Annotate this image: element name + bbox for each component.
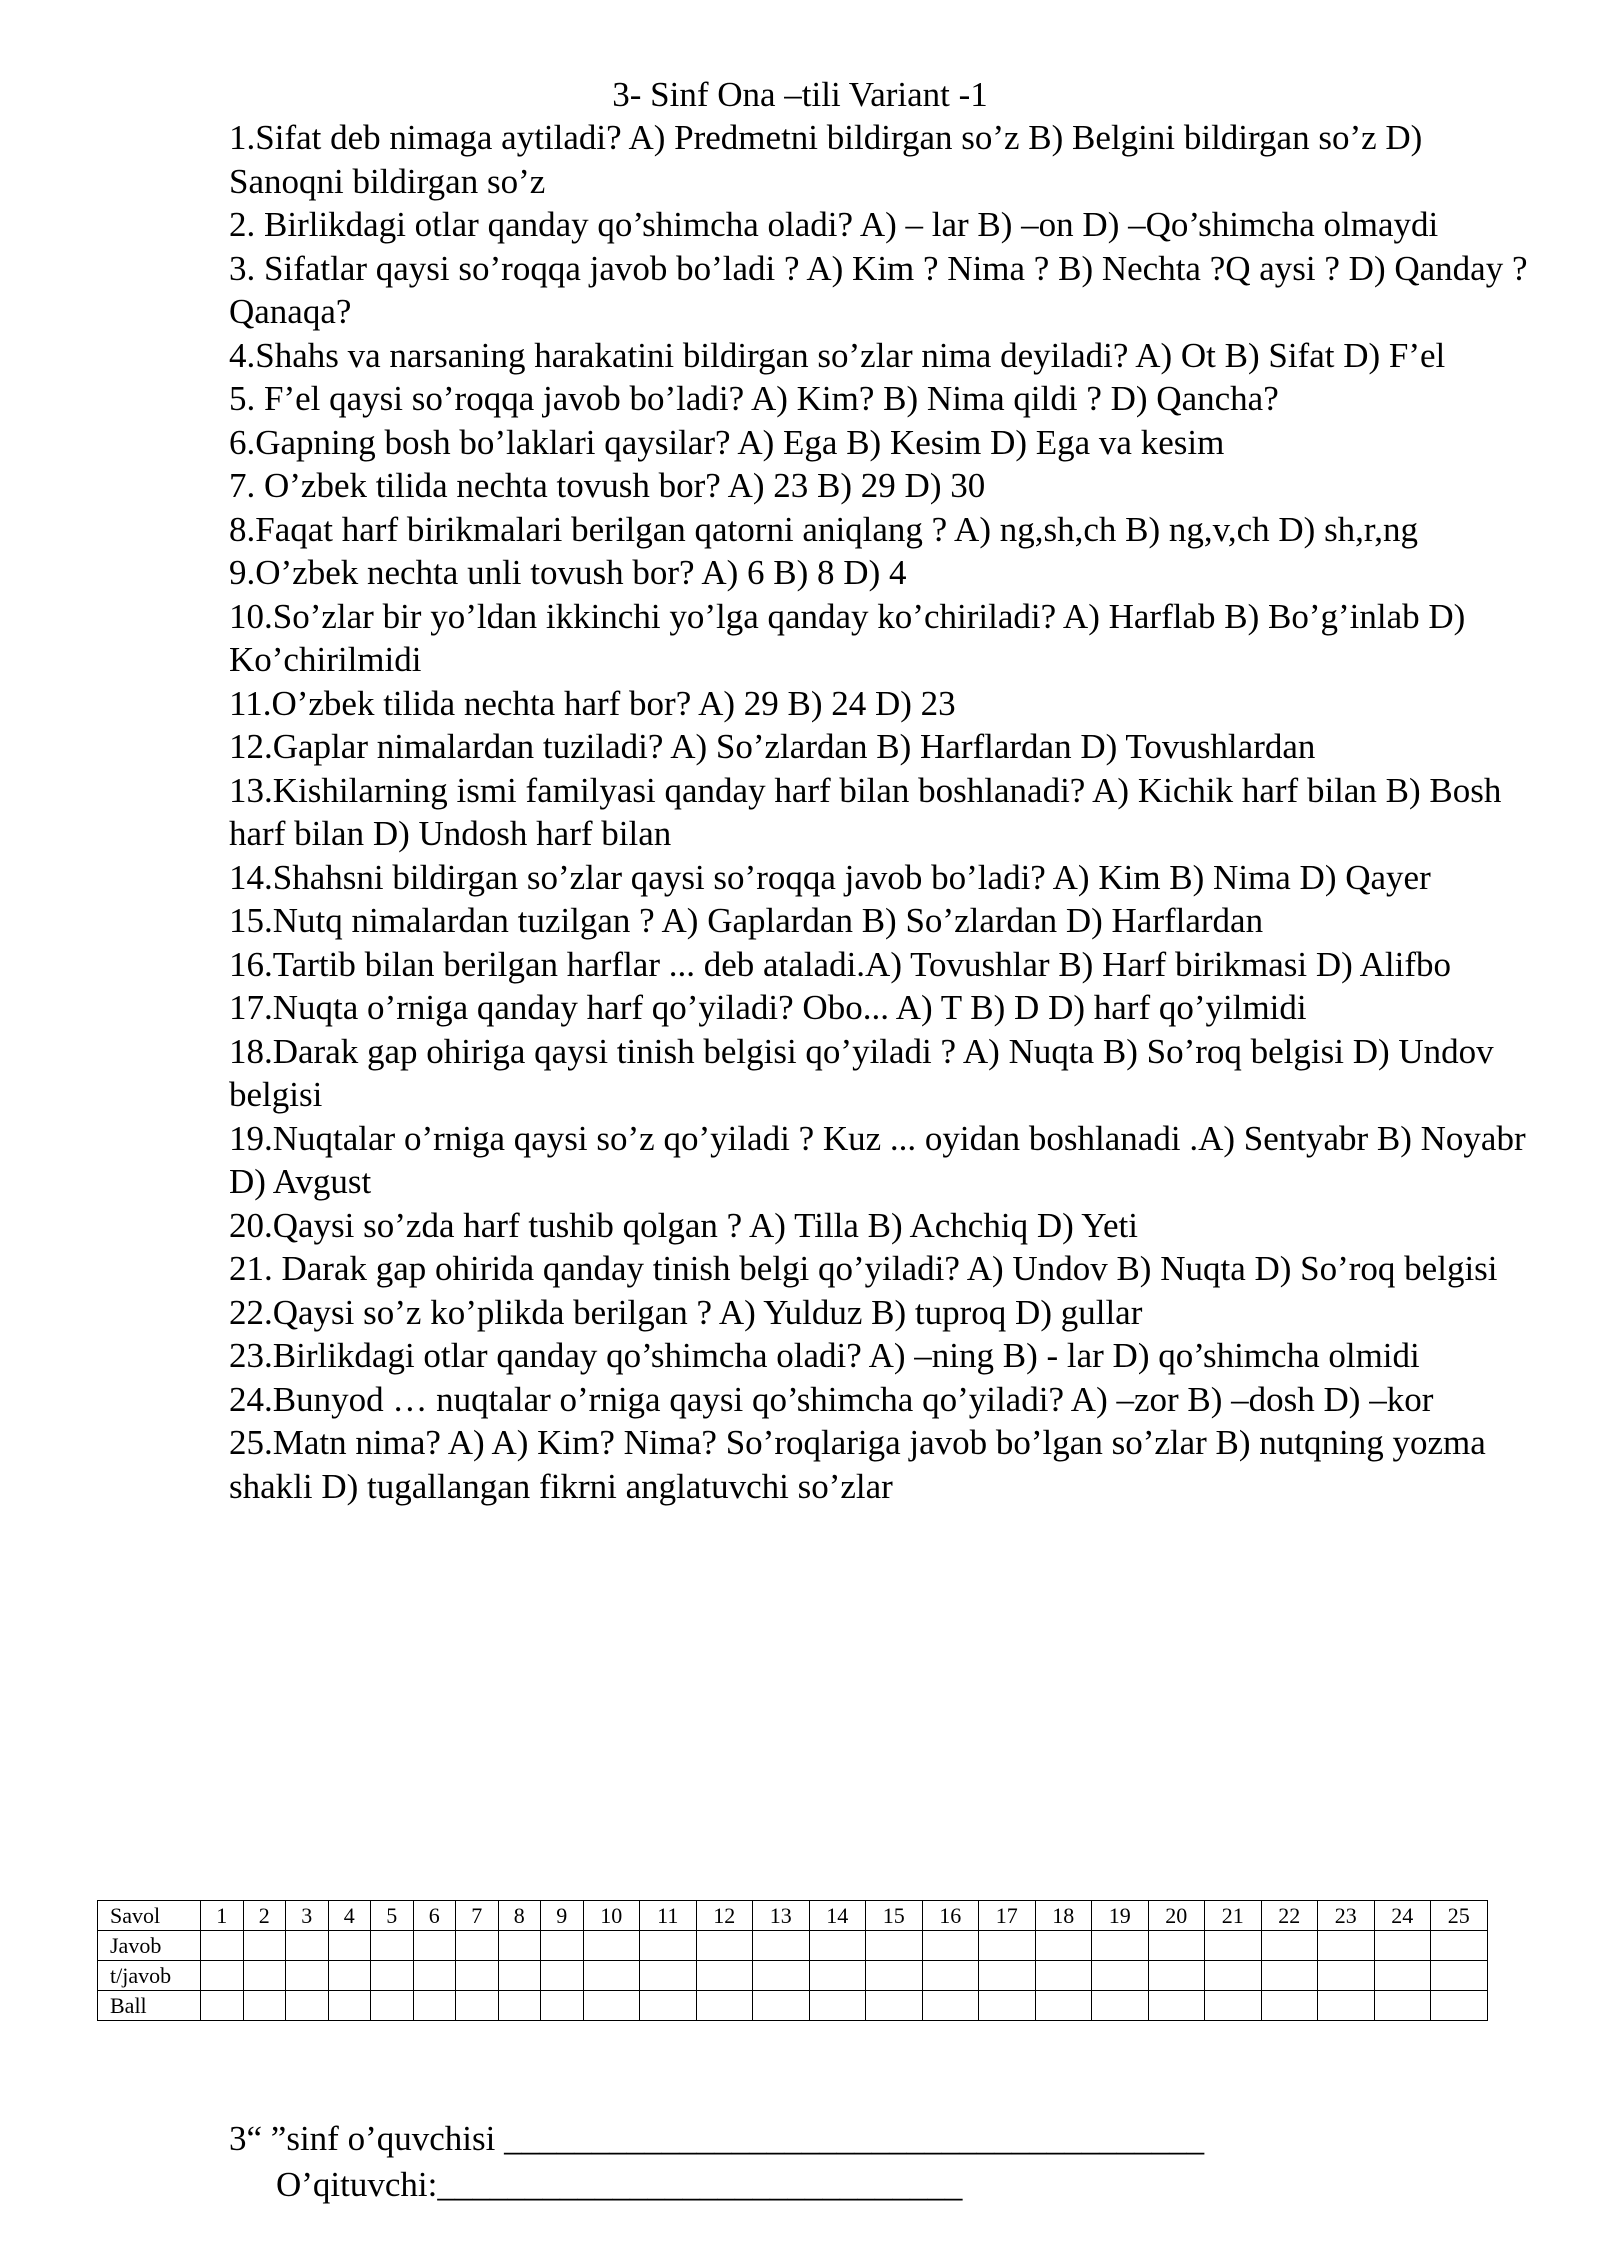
question-item: 12.Gaplar nimalardan tuziladi? A) So’zlardan B) Harflardan D) Tovushlardan: [229, 727, 1316, 766]
question-number-cell: 8: [498, 1901, 541, 1931]
row-label: Ball: [98, 1991, 201, 2021]
question-item: 3. Sifatlar qaysi so’roqqa javob bo’ladi ? A) Kim ? Nima ? B) Nechta ?Q aysi ? D) Qanday ? Qanaqa?: [229, 248, 1528, 331]
answer-cell: [1035, 1961, 1092, 1991]
answer-cell: [1431, 1961, 1488, 1991]
question-item: 13.Kishilarning ismi familyasi qanday harf bilan boshlanadi? A) Kichik harf bilan B) Bosh harf bilan D) Undosh harf bilan: [229, 770, 1502, 853]
answer-table: [97, 1900, 1488, 2021]
question-item: 16.Tartib bilan berilgan harflar ... deb ataladi.A) Tovushlar B) Harf birikmasi D) Alifbo: [229, 944, 1452, 984]
answer-cell: [201, 1961, 244, 1991]
question-number-cell: 1: [201, 1901, 244, 1931]
answer-cell: [1261, 1961, 1318, 1991]
answer-cell: [371, 1991, 414, 2021]
answer-cell: [1374, 1961, 1431, 1991]
question-item: 10.So’zlar bir yo’ldan ikkinchi yo’lga qanday ko’chiriladi? A) Harflab B) Bo’g’inlab D) Ko’chirilmidi: [229, 596, 1466, 679]
question-item: 11.O’zbek tilida nechta harf bor? A) 29 B) 24 D) 23: [229, 683, 956, 723]
answer-cell: [1092, 1931, 1149, 1961]
answer-cell: [866, 1931, 923, 1961]
answer-cell: [753, 1961, 810, 1991]
question-number-cell: 22: [1261, 1901, 1318, 1931]
question-item: 8.Faqat harf birikmalari berilgan qatorni aniqlang ? A) ng,sh,ch B) ng,v,ch D) sh,r,ng: [229, 509, 1418, 549]
question-item: 23.Birlikdagi otlar qanday qo’shimcha oladi? A) –ning B) - lar D) qo’shimcha olmidi: [229, 1336, 1420, 1375]
answer-cell: [1148, 1991, 1205, 2021]
answer-cell: [1431, 1931, 1488, 1961]
table-row: [98, 1901, 1488, 1931]
question-number-cell: 2: [243, 1901, 286, 1931]
answer-cell: [456, 1931, 499, 1961]
answer-cell: [583, 1961, 640, 1991]
answer-cell: [979, 1961, 1036, 1991]
question-number-cell: 25: [1431, 1901, 1488, 1931]
answer-cell: [371, 1931, 414, 1961]
table-row: [98, 1991, 1488, 2021]
answer-cell: [286, 1931, 329, 1961]
question-number-cell: 14: [809, 1901, 866, 1931]
question-item: 6.Gapning bosh bo’laklari qaysilar? A) Ega B) Kesim D) Ega va kesim: [229, 422, 1225, 462]
answer-cell: [328, 1931, 371, 1961]
answer-cell: [243, 1931, 286, 1961]
answer-cell: [583, 1991, 640, 2021]
question-item: 2. Birlikdagi otlar qanday qo’shimcha oladi? A) – lar B) –on D) –Qo’shimcha olmaydi: [229, 205, 1439, 244]
student-signature-line: 3“ ”sinf o’quvchisi ________________________________________: [229, 2119, 1205, 2158]
answer-cell: [328, 1961, 371, 1991]
question-number-cell: 6: [413, 1901, 456, 1931]
teacher-signature-line: O’qituvchi:______________________________: [276, 2165, 963, 2204]
question-number-cell: 3: [286, 1901, 329, 1931]
page-title: 3- Sinf Ona –tili Variant -1: [612, 75, 988, 114]
question-number-cell: 24: [1374, 1901, 1431, 1931]
question-list: [229, 116, 1539, 1508]
answer-cell: [696, 1931, 753, 1961]
answer-cell: [201, 1991, 244, 2021]
answer-cell: [201, 1931, 244, 1961]
answer-cell: [1035, 1991, 1092, 2021]
answer-cell: [866, 1991, 923, 2021]
question-item: 17.Nuqta o’rniga qanday harf qo’yiladi? Obo... A) T B) D D) harf qo’yilmidi: [229, 988, 1307, 1027]
answer-cell: [922, 1931, 979, 1961]
answer-cell: [1035, 1931, 1092, 1961]
answer-cell: [753, 1991, 810, 2021]
answer-cell: [809, 1931, 866, 1961]
answer-cell: [1205, 1991, 1262, 2021]
answer-cell: [498, 1991, 541, 2021]
answer-cell: [413, 1961, 456, 1991]
question-number-cell: 23: [1318, 1901, 1375, 1931]
answer-cell: [286, 1991, 329, 2021]
answer-cell: [1318, 1931, 1375, 1961]
answer-cell: [696, 1991, 753, 2021]
answer-cell: [541, 1931, 584, 1961]
question-number-cell: 19: [1092, 1901, 1149, 1931]
answer-cell: [809, 1991, 866, 2021]
answer-cell: [328, 1991, 371, 2021]
answer-cell: [979, 1931, 1036, 1961]
question-item: 1.Sifat deb nimaga aytiladi? A) Predmetni bildirgan so’z B) Belgini bildirgan so’z D) Sanoqni bildirgan so’z: [229, 118, 1423, 201]
question-item: 21. Darak gap ohirida qanday tinish belgi qo’yiladi? A) Undov B) Nuqta D) So’roq belgisi: [229, 1249, 1498, 1288]
question-number-cell: 18: [1035, 1901, 1092, 1931]
question-item: 25.Matn nima? A) A) Kim? Nima? So’roqlariga javob bo’lgan so’zlar B) nutqning yozma shakli D) tugallangan fikrni anglatuvchi so’zlar: [229, 1423, 1486, 1506]
answer-cell: [541, 1961, 584, 1991]
question-number-cell: 7: [456, 1901, 499, 1931]
answer-cell: [1261, 1991, 1318, 2021]
question-number-cell: 13: [753, 1901, 810, 1931]
question-number-cell: 11: [640, 1901, 697, 1931]
answer-cell: [1092, 1961, 1149, 1991]
answer-cell: [456, 1991, 499, 2021]
row-label: Javob: [98, 1931, 201, 1961]
answer-cell: [243, 1961, 286, 1991]
answer-cell: [541, 1991, 584, 2021]
answer-cell: [696, 1961, 753, 1991]
question-number-cell: 17: [979, 1901, 1036, 1931]
answer-cell: [413, 1931, 456, 1961]
question-number-cell: 10: [583, 1901, 640, 1931]
answer-cell: [640, 1931, 697, 1961]
question-item: 24.Bunyod … nuqtalar o’rniga qaysi qo’shimcha qo’yiladi? A) –zor B) –dosh D) –kor: [229, 1379, 1434, 1419]
question-number-cell: 15: [866, 1901, 923, 1931]
answer-cell: [979, 1991, 1036, 2021]
answer-cell: [1205, 1961, 1262, 1991]
answer-cell: [371, 1961, 414, 1991]
answer-cell: [1374, 1991, 1431, 2021]
answer-cell: [1374, 1931, 1431, 1961]
answer-cell: [1148, 1931, 1205, 1961]
question-item: 20.Qaysi so’zda harf tushib qolgan ? A) Tilla B) Achchiq D) Yeti: [229, 1205, 1138, 1245]
question-number-cell: 12: [696, 1901, 753, 1931]
row-label: t/javob: [98, 1961, 201, 1991]
table-row: [98, 1961, 1488, 1991]
table-row: [98, 1931, 1488, 1961]
answer-cell: [1092, 1991, 1149, 2021]
answer-cell: [922, 1961, 979, 1991]
answer-cell: [583, 1931, 640, 1961]
answer-cell: [753, 1931, 810, 1961]
question-item: 4.Shahs va narsaning harakatini bildirgan so’zlar nima deyiladi? A) Ot B) Sifat D) F’el: [229, 335, 1446, 375]
answer-cell: [1318, 1961, 1375, 1991]
row-label: Savol: [98, 1901, 201, 1931]
answer-cell: [243, 1991, 286, 2021]
answer-cell: [640, 1991, 697, 2021]
answer-cell: [498, 1931, 541, 1961]
answer-cell: [640, 1961, 697, 1991]
answer-cell: [1431, 1991, 1488, 2021]
question-number-cell: 16: [922, 1901, 979, 1931]
answer-cell: [1261, 1931, 1318, 1961]
question-item: 9.O’zbek nechta unli tovush bor? A) 6 B) 8 D) 4: [229, 553, 907, 592]
question-number-cell: 4: [328, 1901, 371, 1931]
answer-cell: [866, 1961, 923, 1991]
answer-cell: [456, 1961, 499, 1991]
question-item: 22.Qaysi so’z ko’plikda berilgan ? A) Yulduz B) tuproq D) gullar: [229, 1292, 1143, 1332]
question-number-cell: 21: [1205, 1901, 1262, 1931]
question-item: 5. F’el qaysi so’roqqa javob bo’ladi? A) Kim? B) Nima qildi ? D) Qancha?: [229, 379, 1279, 418]
answer-cell: [1318, 1991, 1375, 2021]
question-number-cell: 9: [541, 1901, 584, 1931]
question-item: 7. O’zbek tilida nechta tovush bor? A) 23 B) 29 D) 30: [229, 466, 986, 505]
answer-cell: [286, 1961, 329, 1991]
question-number-cell: 20: [1148, 1901, 1205, 1931]
question-item: 15.Nutq nimalardan tuzilgan ? A) Gaplardan B) So’zlardan D) Harflardan: [229, 901, 1264, 940]
question-item: 18.Darak gap ohiriga qaysi tinish belgisi qo’yiladi ? A) Nuqta B) So’roq belgisi D) Undov belgisi: [229, 1031, 1494, 1114]
answer-cell: [922, 1991, 979, 2021]
answer-cell: [1148, 1961, 1205, 1991]
answer-cell: [1205, 1931, 1262, 1961]
question-item: 14.Shahsni bildirgan so’zlar qaysi so’roqqa javob bo’ladi? A) Kim B) Nima D) Qayer: [229, 857, 1431, 897]
question-number-cell: 5: [371, 1901, 414, 1931]
answer-cell: [809, 1961, 866, 1991]
question-item: 19.Nuqtalar o’rniga qaysi so’z qo’yiladi ? Kuz ... oyidan boshlanadi .A) Sentyabr B) Noyabr D) Avgust: [229, 1118, 1526, 1201]
answer-cell: [413, 1991, 456, 2021]
answer-cell: [498, 1961, 541, 1991]
